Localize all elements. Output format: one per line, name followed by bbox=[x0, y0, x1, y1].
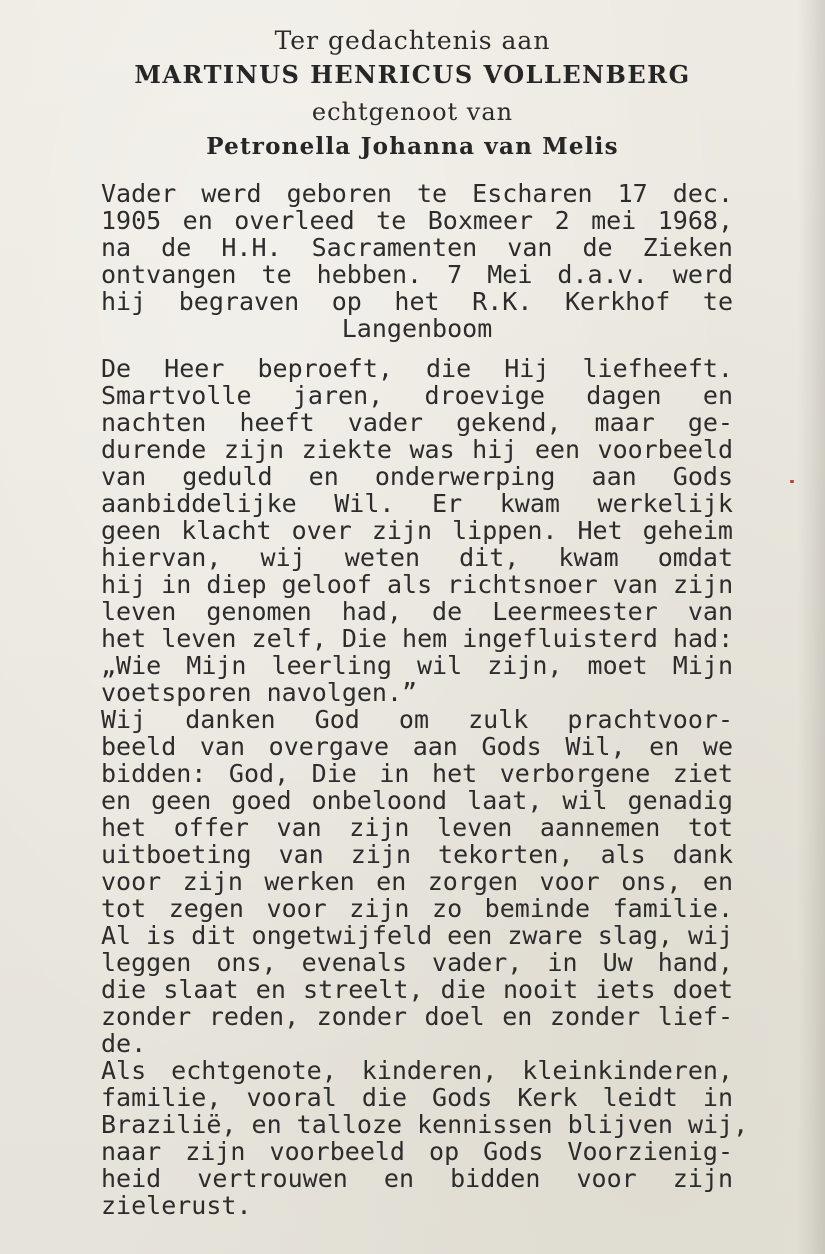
text-line: 1905 en overleed te Boxmeer 2 mei 1968, bbox=[101, 206, 733, 235]
biography-paragraph bbox=[101, 180, 733, 342]
text-line: hiervan, wij weten dit, kwam omdat bbox=[101, 543, 733, 572]
text-line: Smartvolle jaren, droevige dagen en bbox=[101, 381, 733, 410]
dedication-line: Ter gedachtenis aan bbox=[274, 26, 551, 55]
text-line: ontvangen te hebben. 7 Mei d.a.v. werd bbox=[101, 260, 733, 289]
memorial-text bbox=[101, 354, 749, 1220]
card-edge-shadow bbox=[797, 0, 825, 1254]
text-line: van geduld en onderwerping aan Gods bbox=[101, 462, 733, 491]
text-line: uitboeting van zijn tekorten, als dank bbox=[101, 840, 733, 869]
text-line: die slaat en streelt, die nooit iets doet bbox=[101, 975, 733, 1004]
text-line: zielerust. bbox=[101, 1191, 252, 1220]
text-line: Als echtgenote, kinderen, kleinkinderen, bbox=[101, 1056, 733, 1085]
text-line: Brazilië, en talloze kennissen blijven wij, bbox=[101, 1110, 749, 1139]
text-line: hij in diep geloof als richtsnoer van zijn bbox=[101, 570, 734, 599]
text-line: geen klacht over zijn lippen. Het geheim bbox=[101, 516, 733, 545]
text-line: Vader werd geboren te Escharen 17 dec. bbox=[101, 179, 733, 208]
text-line: leggen ons, evenals vader, in Uw hand, bbox=[101, 948, 733, 977]
text-line: „Wie Mijn leerling wil zijn, moet Mijn bbox=[101, 651, 733, 680]
text-line: en geen goed onbeloond laat, wil genadig bbox=[101, 786, 733, 815]
text-line: aanbiddelijke Wil. Er kwam werkelijk bbox=[101, 489, 733, 518]
text-line: Al is dit ongetwijfeld een zware slag, wij bbox=[101, 921, 734, 950]
paper-fleck bbox=[790, 480, 794, 483]
text-line: familie, vooral die Gods Kerk leidt in bbox=[101, 1083, 733, 1112]
text-line: voor zijn werken en zorgen voor ons, en bbox=[101, 867, 733, 896]
text-line: bidden: God, Die in het verborgene ziet bbox=[101, 759, 733, 788]
text-line: zonder reden, zonder doel en zonder lief- bbox=[101, 1002, 733, 1031]
text-line: naar zijn voorbeeld op Gods Voorzienig- bbox=[101, 1137, 733, 1166]
text-line: Wij danken God om zulk prachtvoor- bbox=[101, 705, 733, 734]
text-line: tot zegen voor zijn zo beminde familie. bbox=[101, 894, 733, 923]
text-line: voetsporen navolgen.” bbox=[101, 678, 418, 707]
text-line: leven genomen had, de Leermeester van bbox=[101, 597, 733, 626]
deceased-name: MARTINUS HENRICUS VOLLENBERG bbox=[134, 60, 691, 89]
text-line: het offer van zijn leven aannemen tot bbox=[101, 813, 733, 842]
text-line: het leven zelf, Die hem ingefluisterd had: bbox=[101, 624, 734, 653]
text-line: Langenboom bbox=[341, 314, 493, 343]
text-line: de. bbox=[101, 1029, 147, 1058]
relation-line: echtgenoot van bbox=[311, 98, 514, 126]
text-line: heid vertrouwen en bidden voor zijn bbox=[101, 1164, 733, 1193]
spouse-name: Petronella Johanna van Melis bbox=[206, 133, 619, 160]
text-line: hij begraven op het R.K. Kerkhof te bbox=[101, 287, 733, 316]
text-line: nachten heeft vader gekend, maar ge- bbox=[101, 408, 733, 437]
text-line: durende zijn ziekte was hij een voorbeeld bbox=[101, 435, 733, 464]
text-line: na de H.H. Sacramenten van de Zieken bbox=[101, 233, 733, 262]
text-line: beeld van overgave aan Gods Wil, en we bbox=[101, 732, 733, 761]
text-line: De Heer beproeft, die Hij liefheeft. bbox=[101, 354, 733, 383]
